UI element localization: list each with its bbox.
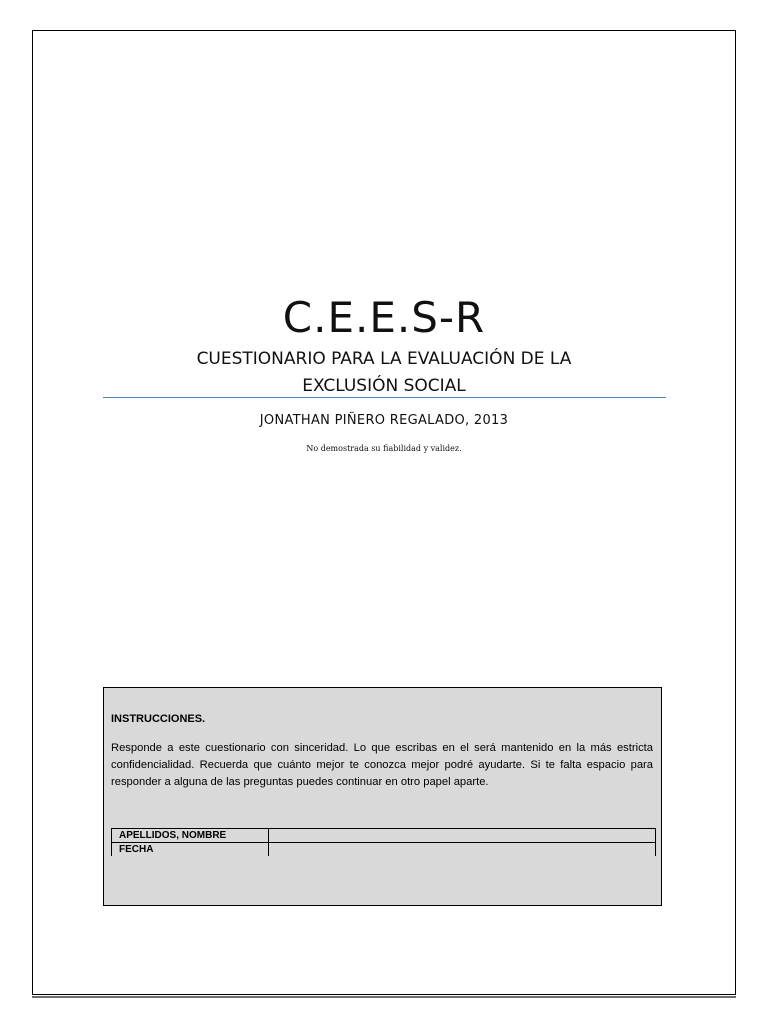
title-divider [103,397,666,398]
instructions-text: Responde a este cuestionario con sinceridad. Lo que escribas en el será mantenido en la más estricta confidencialidad. Recuerda que cuánto mejor te conozca mejor podré ayudarte. Si te falta espacio para responder a alguna de las preguntas puedes continuar en otro papel aparte. [111,742,653,788]
name-field[interactable] [269,829,656,843]
disclaimer-note: No demostrada su fiabilidad y validez. [306,444,462,453]
date-field[interactable] [269,843,656,857]
document-subtitle [140,346,628,400]
table-row [112,829,656,843]
author-line: JONATHAN PIÑERO REGALADO, 2013 [259,413,509,428]
page-bottom-edge [32,996,736,998]
respondent-fields-table [111,828,656,856]
subtitle-line-2: EXCLUSIÓN SOCIAL [302,376,466,396]
instructions-heading: INSTRUCCIONES. [111,713,206,725]
document-title: C.E.E.S-R [282,293,486,342]
subtitle-line-1: CUESTIONARIO PARA LA EVALUACIÓN DE LA [196,349,572,369]
field-label-name: APELLIDOS, NOMBRE [112,829,269,843]
table-row [112,843,656,857]
instructions-box [103,687,662,906]
field-label-date: FECHA [112,843,269,857]
